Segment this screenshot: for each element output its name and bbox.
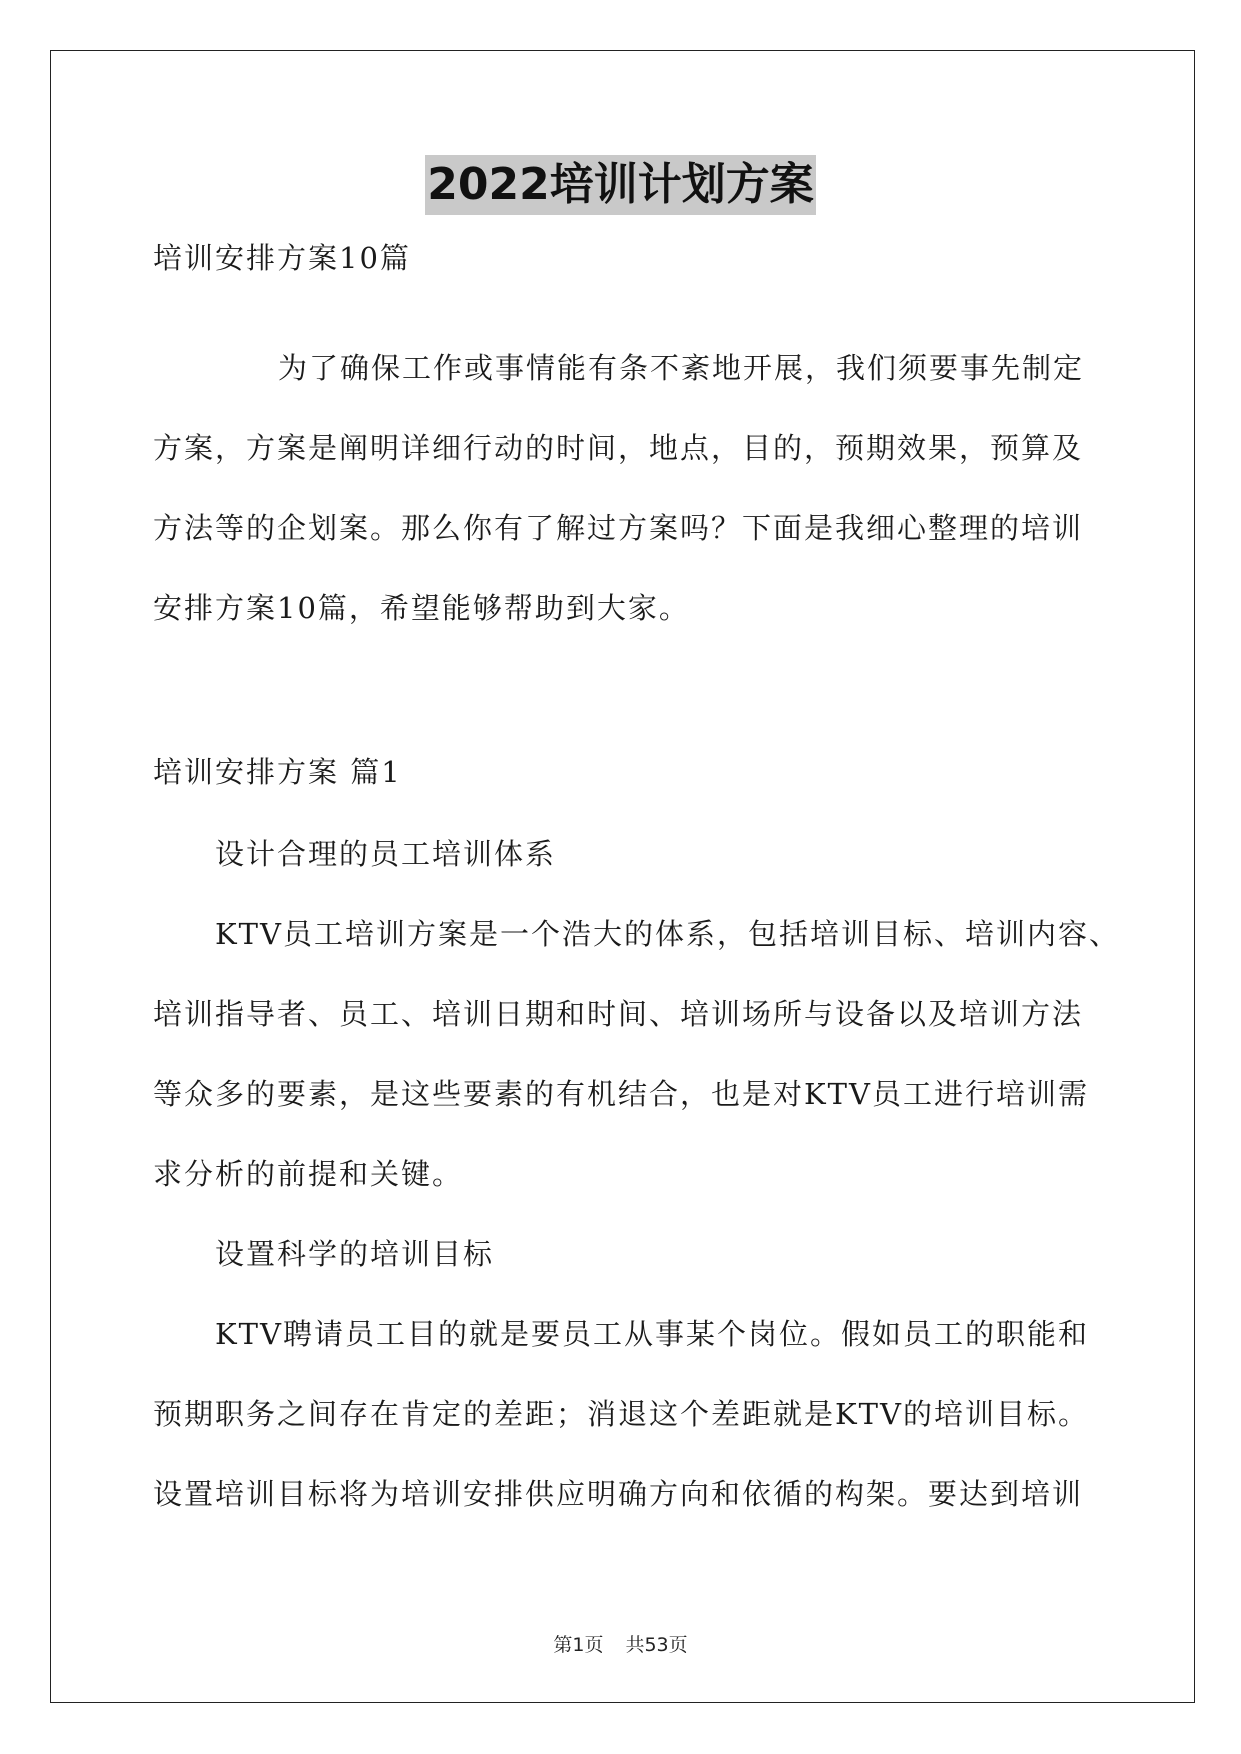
paragraph-line: KTV员工培训方案是一个浩大的体系，包括培训目标、培训内容、 — [215, 917, 1120, 951]
paragraph-line: 方法等的企划案。那么你有了解过方案吗？下面是我细心整理的培训 — [153, 511, 1084, 545]
page-total: 共53页 — [625, 1634, 688, 1656]
page-footer — [0, 1632, 1241, 1658]
chapter-heading: 培训安排方案 篇1 — [153, 755, 402, 789]
paragraph-line: 设置培训目标将为培训安排供应明确方向和依循的构架。要达到培训 — [153, 1477, 1084, 1511]
paragraph-line: 预期职务之间存在肯定的差距；消退这个差距就是KTV的培训目标。 — [153, 1397, 1089, 1431]
subsection-heading: 设置科学的培训目标 — [215, 1237, 495, 1271]
paragraph-line: 方案，方案是阐明详细行动的时间，地点，目的，预期效果，预算及 — [153, 431, 1084, 465]
page-number: 第1页 — [553, 1634, 604, 1656]
title-container — [0, 155, 1241, 215]
paragraph-line: KTV聘请员工目的就是要员工从事某个岗位。假如员工的职能和 — [215, 1317, 1089, 1351]
page-border — [50, 50, 1195, 1703]
paragraph-line: 为了确保工作或事情能有条不紊地开展，我们须要事先制定 — [278, 351, 1085, 385]
document-title: 2022培训计划方案 — [425, 155, 815, 215]
paragraph-line: 培训指导者、员工、培训日期和时间、培训场所与设备以及培训方法 — [153, 997, 1084, 1031]
paragraph-line: 等众多的要素，是这些要素的有机结合，也是对KTV员工进行培训需 — [153, 1077, 1089, 1111]
subsection-heading: 设计合理的员工培训体系 — [215, 837, 557, 871]
paragraph-line: 求分析的前提和关键。 — [153, 1157, 464, 1191]
paragraph-line: 安排方案10篇，希望能够帮助到大家。 — [153, 591, 690, 625]
section-heading: 培训安排方案10篇 — [153, 241, 411, 275]
